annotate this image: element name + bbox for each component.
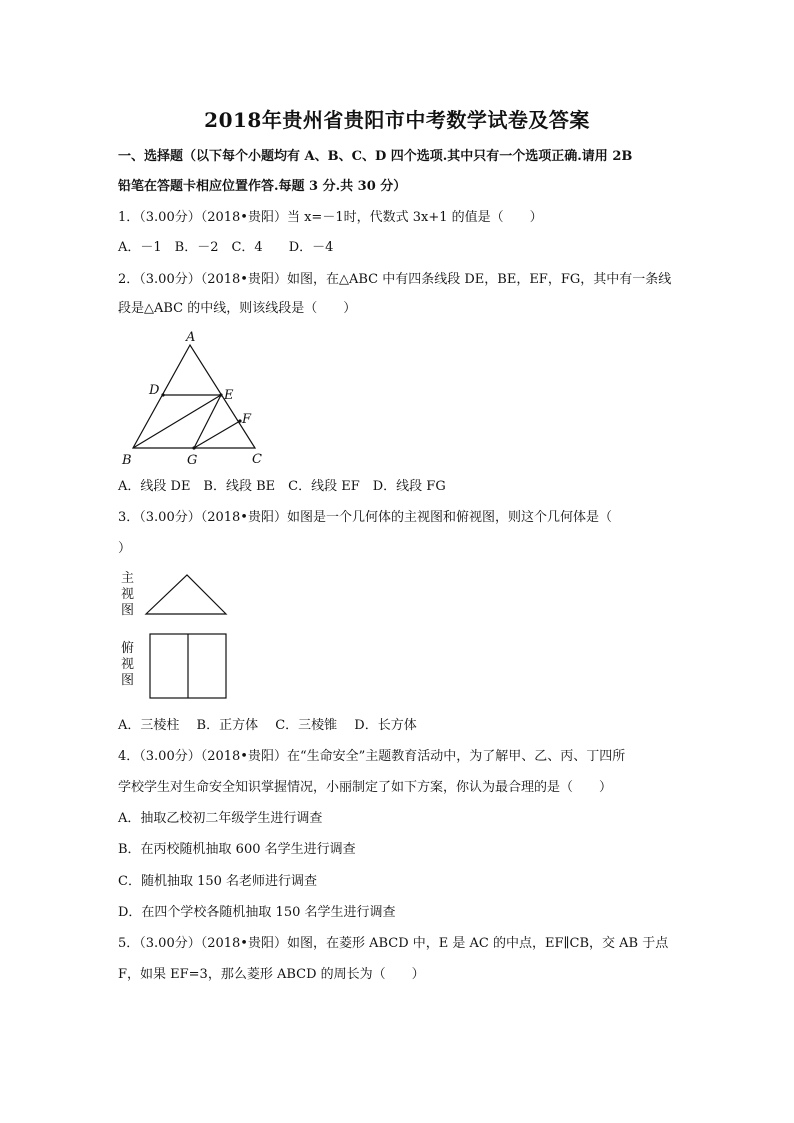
- question-4-text-line-2: 学校学生对生命安全知识掌握情况，小丽制定了如下方案，你认为最合理的是（ ）: [118, 780, 613, 795]
- section-heading-line-2: 铅笔在答题卡相应位置作答.每题 3 分.共 30 分）: [118, 179, 407, 194]
- point-label-c: C: [252, 452, 262, 467]
- point-label-b: B: [122, 453, 132, 468]
- question-2-text-line-1: 2．（3.00分）（2018•贵阳）如图，在△ABC 中有四条线段 DE，BE，EF，FG，其中有一条线: [118, 272, 672, 287]
- page-title: 2018年贵州省贵阳市中考数学试卷及答案: [204, 108, 590, 132]
- question-1-options: A．－1 B．－2 C．4 D．－4: [118, 240, 334, 255]
- question-1-text: 1．（3.00分）（2018•贵阳）当 x=－1时，代数式 3x+1 的值是（ ）: [118, 210, 543, 225]
- question-4-option-d: D．在四个学校各随机抽取 150 名学生进行调查: [118, 905, 396, 920]
- question-3-options: A．三棱柱 B．正方体 C．三棱锥 D．长方体: [118, 718, 417, 733]
- front-view-triangle: [146, 575, 226, 614]
- point-label-g: G: [187, 453, 198, 468]
- question-5-text-line-2: F，如果 EF=3，那么菱形 ABCD 的周长为（ ）: [118, 967, 425, 982]
- question-3-text-line-2: ）: [118, 541, 132, 556]
- question-5-text-line-1: 5．（3.00分）（2018•贵阳）如图，在菱形 ABCD 中，E 是 AC 的中点，EF∥CB，交 AB 于点: [118, 936, 669, 951]
- point-label-f: F: [242, 412, 252, 427]
- question-4-option-c: C．随机抽取 150 名老师进行调查: [118, 874, 318, 889]
- front-view-label: 主 视 图: [121, 571, 135, 618]
- view-drawings-figure: [118, 568, 238, 703]
- question-3-text-line-1: 3．（3.00分）（2018•贵阳）如图是一个几何体的主视图和俯视图，则这个几何体是（: [118, 510, 612, 525]
- triangle-figure: [118, 328, 278, 470]
- point-label-d: D: [149, 383, 160, 398]
- question-2-options: A．线段 DE B．线段 BE C．线段 EF D．线段 FG: [118, 479, 446, 494]
- section-heading-line-1: 一、选择题（以下每个小题均有 A、B、C、D 四个选项.其中只有一个选项正确.请用 2B: [118, 149, 633, 164]
- question-4-option-a: A．抽取乙校初二年级学生进行调查: [118, 811, 323, 826]
- point-label-e: E: [224, 388, 234, 403]
- point-label-a: A: [186, 330, 196, 345]
- question-4-text-line-1: 4．（3.00分）（2018•贵阳）在“生命安全”主题教育活动中，为了解甲、乙、丙、丁四所: [118, 749, 626, 764]
- top-view-rectangle: [150, 634, 226, 698]
- question-2-text-line-2: 段是△ABC 的中线，则该线段是（ ）: [118, 301, 357, 316]
- question-4-option-b: B．在丙校随机抽取 600 名学生进行调查: [118, 842, 356, 857]
- top-view-label: 俯 视 图: [121, 641, 135, 688]
